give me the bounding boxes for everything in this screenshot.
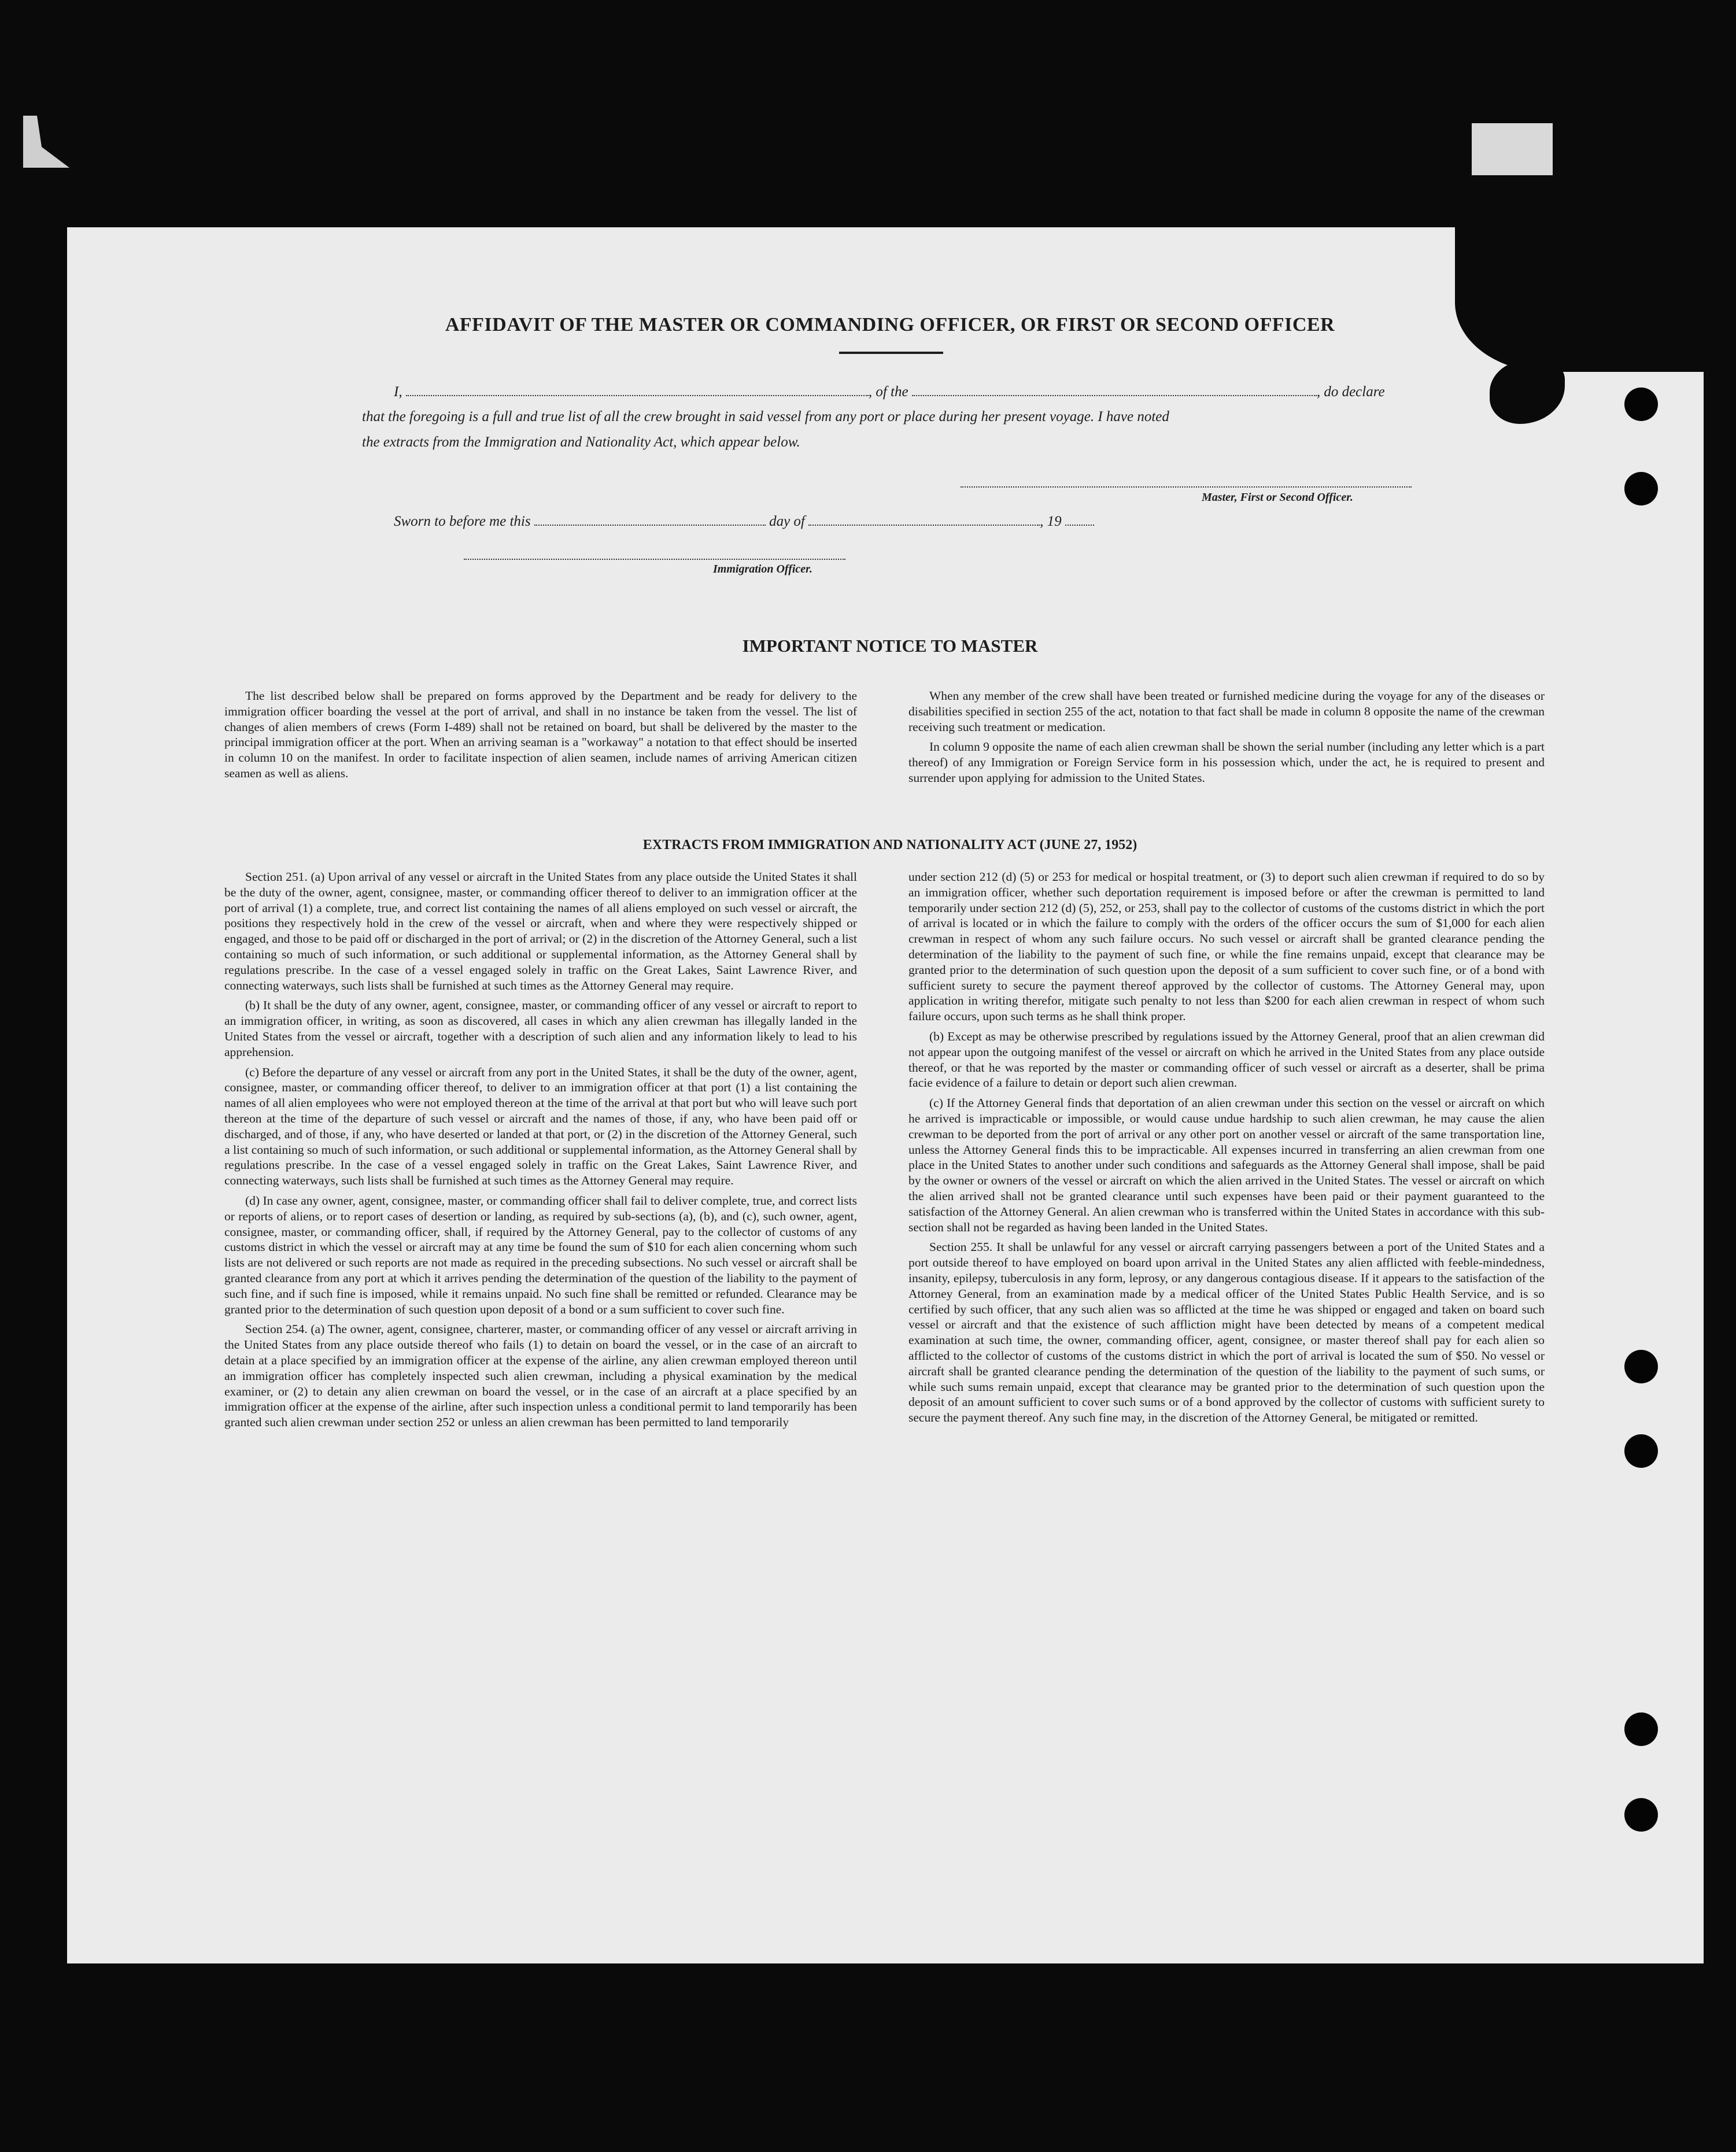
section-254-b: (b) Except as may be otherwise prescribed by regulations issued by the Attorney General, proof that an alien crewman did not appear upon the outgoing manifest of the vessel or aircraft on which he arrived in the United States from any place outside thereof, or that he was reported by the master or commanding officer of such vessel or aircraft as a deserter, shall be prima facie evidence of a failure to detain or deport such alien crewman.	[908, 1029, 1545, 1090]
master-signature-label: Master, First or Second Officer.	[1202, 491, 1353, 504]
immigration-officer-signature-line[interactable]	[464, 558, 845, 560]
name-blank[interactable]	[406, 394, 869, 396]
sworn-prefix: Sworn to before me this	[394, 514, 531, 529]
section-254-a: Section 254. (a) The owner, agent, consignee, charterer, master, or commanding officer of any vessel or aircraft arriving in the United States from any place outside thereof who fails (1) to detain on board the vessel, or in the case of an aircraft to detain at a place specified by an immigration officer at the expense of the airline, any alien crewman employed thereon until an immigration officer has completely inspected such alien crewman, including a physical examination by the medical examiner, or (2) to detain any alien crewman on board the vessel, or in the case of an aircraft at a place specified by an immigration officer at the expense of the airline, after such inspection unless a conditional permit to land temporarily has been granted such alien crewman under section 252 or unless an alien crewman has been permitted to land temporarily	[224, 1322, 857, 1430]
master-signature-line[interactable]	[961, 486, 1412, 488]
section-254-c: (c) If the Attorney General finds that deportation of an alien crewman under this section on the vessel or aircraft on which he arrived is impracticable or impossible, or would cause undue hardship to such alien crewman, he may cause the alien crewman to be deported from the port of arrival or any other port on another vessel or aircraft of the same transportation line, unless the Attorney General finds this to be impracticable. All expenses incurred in transferring an alien crewman from one place in the United States to another under such conditions and safeguards as the Attorney General shall impose, shall be paid by the owner or owners of the vessel or aircraft on which the alien arrived in the United States. The vessel or aircraft on which the alien arrived shall not be granted clearance until such expenses have been paid or their payment guaranteed to the satisfaction of the Attorney General. An alien crewman who is transferred within the United States in accordance with this sub-section shall not be regarded as having been landed in the United States.	[908, 1096, 1545, 1234]
declaration-do-declare: , do declare	[1316, 384, 1385, 400]
sworn-year-blank[interactable]	[1065, 524, 1094, 526]
vessel-blank[interactable]	[912, 394, 1317, 396]
declaration-of-the: , of the	[868, 384, 908, 400]
title-divider	[839, 352, 943, 354]
declaration-i: I,	[394, 384, 402, 400]
section-251-a: Section 251. (a) Upon arrival of any vessel or aircraft in the United States from any place outside the United States it shall be the duty of the owner, agent, consignee, master, or commanding officer thereof to deliver to an immigration officer at the port of arrival (1) a complete, true, and correct list containing the names of all aliens employed on such vessel or aircraft, the positions they respectively hold in the crew of the vessel or aircraft, when and where they were respectively shipped or engaged, and those to be paid off or discharged in the port of arrival; or (2) in the discretion of the Attorney General, such a list containing so much of such information, or such additional or supplemental information, as the Attorney General shall by regulations prescribe. In the case of a vessel engaged solely in traffic on the Great Lakes, Saint Lawrence River, and connecting waterways, such lists shall be furnished at such times as the Attorney General may require.	[224, 870, 857, 992]
extracts-left-column	[224, 869, 857, 1430]
affidavit-title: AFFIDAVIT OF THE MASTER OR COMMANDING OFFICER, OR FIRST OR SECOND OFFICER	[445, 314, 1335, 335]
notice-heading: IMPORTANT NOTICE TO MASTER	[742, 636, 1038, 656]
section-251-d: (d) In case any owner, agent, consignee, master, or commanding officer shall fail to deliver complete, true, and correct lists or reports of aliens, or to report cases of desertion or landing, as required by sub-sections (a), (b), and (c), such owner, agent, consignee, master, or commanding officer, shall, if required by the Attorney General, pay to the collector of customs of any customs district in which the vessel or aircraft may at any time be found the sum of $10 for each alien concerning whom such lists are not delivered or such reports are not made as required in the preceding subsections. No such vessel or aircraft shall be granted clearance from any port at which it arrives pending the determination of the question of the liability to the payment of such fine, and if such fine is imposed, while it remains unpaid. No such fine shall be remitted or refunded. Clearance may be granted prior to the determination of such question upon deposit of a bond or a sum sufficient to cover such fine.	[224, 1193, 857, 1316]
declaration-line	[394, 384, 1385, 400]
scan-paper-tab	[1472, 123, 1553, 175]
document-page	[67, 227, 1713, 1963]
scan-corner-fold	[23, 116, 69, 168]
immigration-officer-label: Immigration Officer.	[713, 563, 812, 575]
sworn-month-blank[interactable]	[808, 524, 1040, 526]
notice-left-paragraph: The list described below shall be prepared on forms approved by the Department and be ready for delivery to the immigration officer boarding the vessel at the port of arrival, and shall in no instance be taken from the vessel. The list of changes of alien members of crews (Form I-489) shall not be retained on board, but shall be delivered by the master to the principal immigration officer at the port. When an arriving seaman is a "workaway" a notation to that effect should be inserted in column 10 on the manifest. In order to facilitate inspection of alien seamen, include names of arriving American citizen seamen as well as aliens.	[224, 689, 857, 780]
declaration-text-3: the extracts from the Immigration and Nationality Act, which appear below.	[362, 434, 800, 450]
notice-right-paragraph-2: In column 9 opposite the name of each alien crewman shall be shown the serial number (including any letter which is a part thereof) of any Immigration or Foreign Service form in his possession which, under the act, he is required to present and surrender upon applying for admission to the United States.	[908, 740, 1545, 785]
section-254-a-continued: under section 212 (d) (5) or 253 for medical or hospital treatment, or (3) to deport such alien crewman if required to do so by an immigration officer, whether such deportation requirement is imposed before or after the crewman is permitted to land temporarily under section 212 (d) (5), 252, or 253, shall pay to the collector of customs of the customs district in which the port of arrival is located or in which the failure to comply with the orders of the officer occurs the sum of $1,000 for each alien crewman in respect of whom any such failure occurs. No such vessel or aircraft shall be granted clearance pending the determination of the liability to the payment of such fine, or while the fine remains unpaid, except that clearance may be granted prior to the determination of such question upon the deposit of a sum sufficient to cover such fine, or of a bond with sufficient surety to secure the payment thereof approved by the collector of customs. The Attorney General may, upon application in writing therefor, mitigate such penalty to not less than $200 for each alien crewman in respect of whom such failure occurs, upon such terms as he shall think proper.	[908, 870, 1545, 1024]
section-251-b: (b) It shall be the duty of any owner, agent, consignee, master, or commanding officer of any vessel or aircraft to report to an immigration officer, in writing, as soon as discovered, all cases in which any alien crewman has illegally landed in the United States from the vessel or aircraft, together with a description of such alien and any information likely to lead to his apprehension.	[224, 998, 857, 1059]
declaration-text-2: that the foregoing is a full and true list of all the crew brought in said vessel from any port or place during her present voyage. I have noted	[362, 409, 1169, 425]
extracts-right-column	[908, 869, 1545, 1426]
extracts-heading: EXTRACTS FROM IMMIGRATION AND NATIONALITY ACT (JUNE 27, 1952)	[642, 837, 1137, 852]
section-255: Section 255. It shall be unlawful for any vessel or aircraft carrying passengers between a port of the United States and a port outside thereof to have employed on board upon arrival in the United States any alien afflicted with feeble-mindedness, insanity, epilepsy, tuberculosis in any form, leprosy, or any dangerous contagious disease. If it appears to the satisfaction of the Attorney General, from an examination made by a medical officer of the United States Public Health Service, and is so certified by such officer, that any such alien was so afflicted at the time he was shipped or engaged and taken on board such vessel or aircraft and that the existence of such affliction might have been detected by means of a competent medical examination at such time, the owner, commanding officer, agent, consignee, or master thereof shall pay for each alien so afflicted to the collector of customs of the customs district in which the port of arrival is located the sum of $50. No vessel or aircraft shall be granted clearance pending the determination of the question of the liability to the payment of such sums, or while such sums remain unpaid, except that clearance may be granted prior to the determination of such question upon the deposit of an amount sufficient to cover such sums or of a bond approved by the collector of customs with sufficient surety to secure the payment thereof. Any such fine may, in the discretion of the Attorney General, be mitigated or remitted.	[908, 1240, 1545, 1425]
notice-left-column	[224, 688, 857, 781]
sworn-line	[394, 514, 1094, 530]
sworn-day-of: day of	[769, 514, 805, 529]
notice-right-paragraph-1: When any member of the crew shall have been treated or furnished medicine during the voyage for any of the diseases or disabilities specified in section 255 of the act, notation to that fact shall be made in column 8 opposite the name of the crewman receiving such treatment or medication.	[908, 689, 1545, 734]
notice-right-column	[908, 688, 1545, 786]
section-251-c: (c) Before the departure of any vessel or aircraft from any port in the United States, it shall be the duty of the owner, agent, consignee, master, or commanding officer thereof, to deliver to an immigration officer at that port (1) a list containing the names of all alien employees who were not employed thereon at the time of the arrival at that port but who will leave such port thereon at the time of the departure of such vessel or aircraft and the names of those, if any, who have been paid off or discharged, and of those, if any, who have deserted or landed at that port, or (2) in the discretion of the Attorney General, such a list containing so much of such information, or such additional or supplemental information, as the Attorney General shall by regulations prescribe. In the case of a vessel engaged solely in traffic on the Great Lakes, Saint Lawrence River, and connecting waterways, such lists shall be furnished at such times as the Attorney General may require.	[224, 1065, 857, 1188]
sworn-year: , 19	[1040, 514, 1062, 529]
sworn-day-blank[interactable]	[534, 524, 766, 526]
